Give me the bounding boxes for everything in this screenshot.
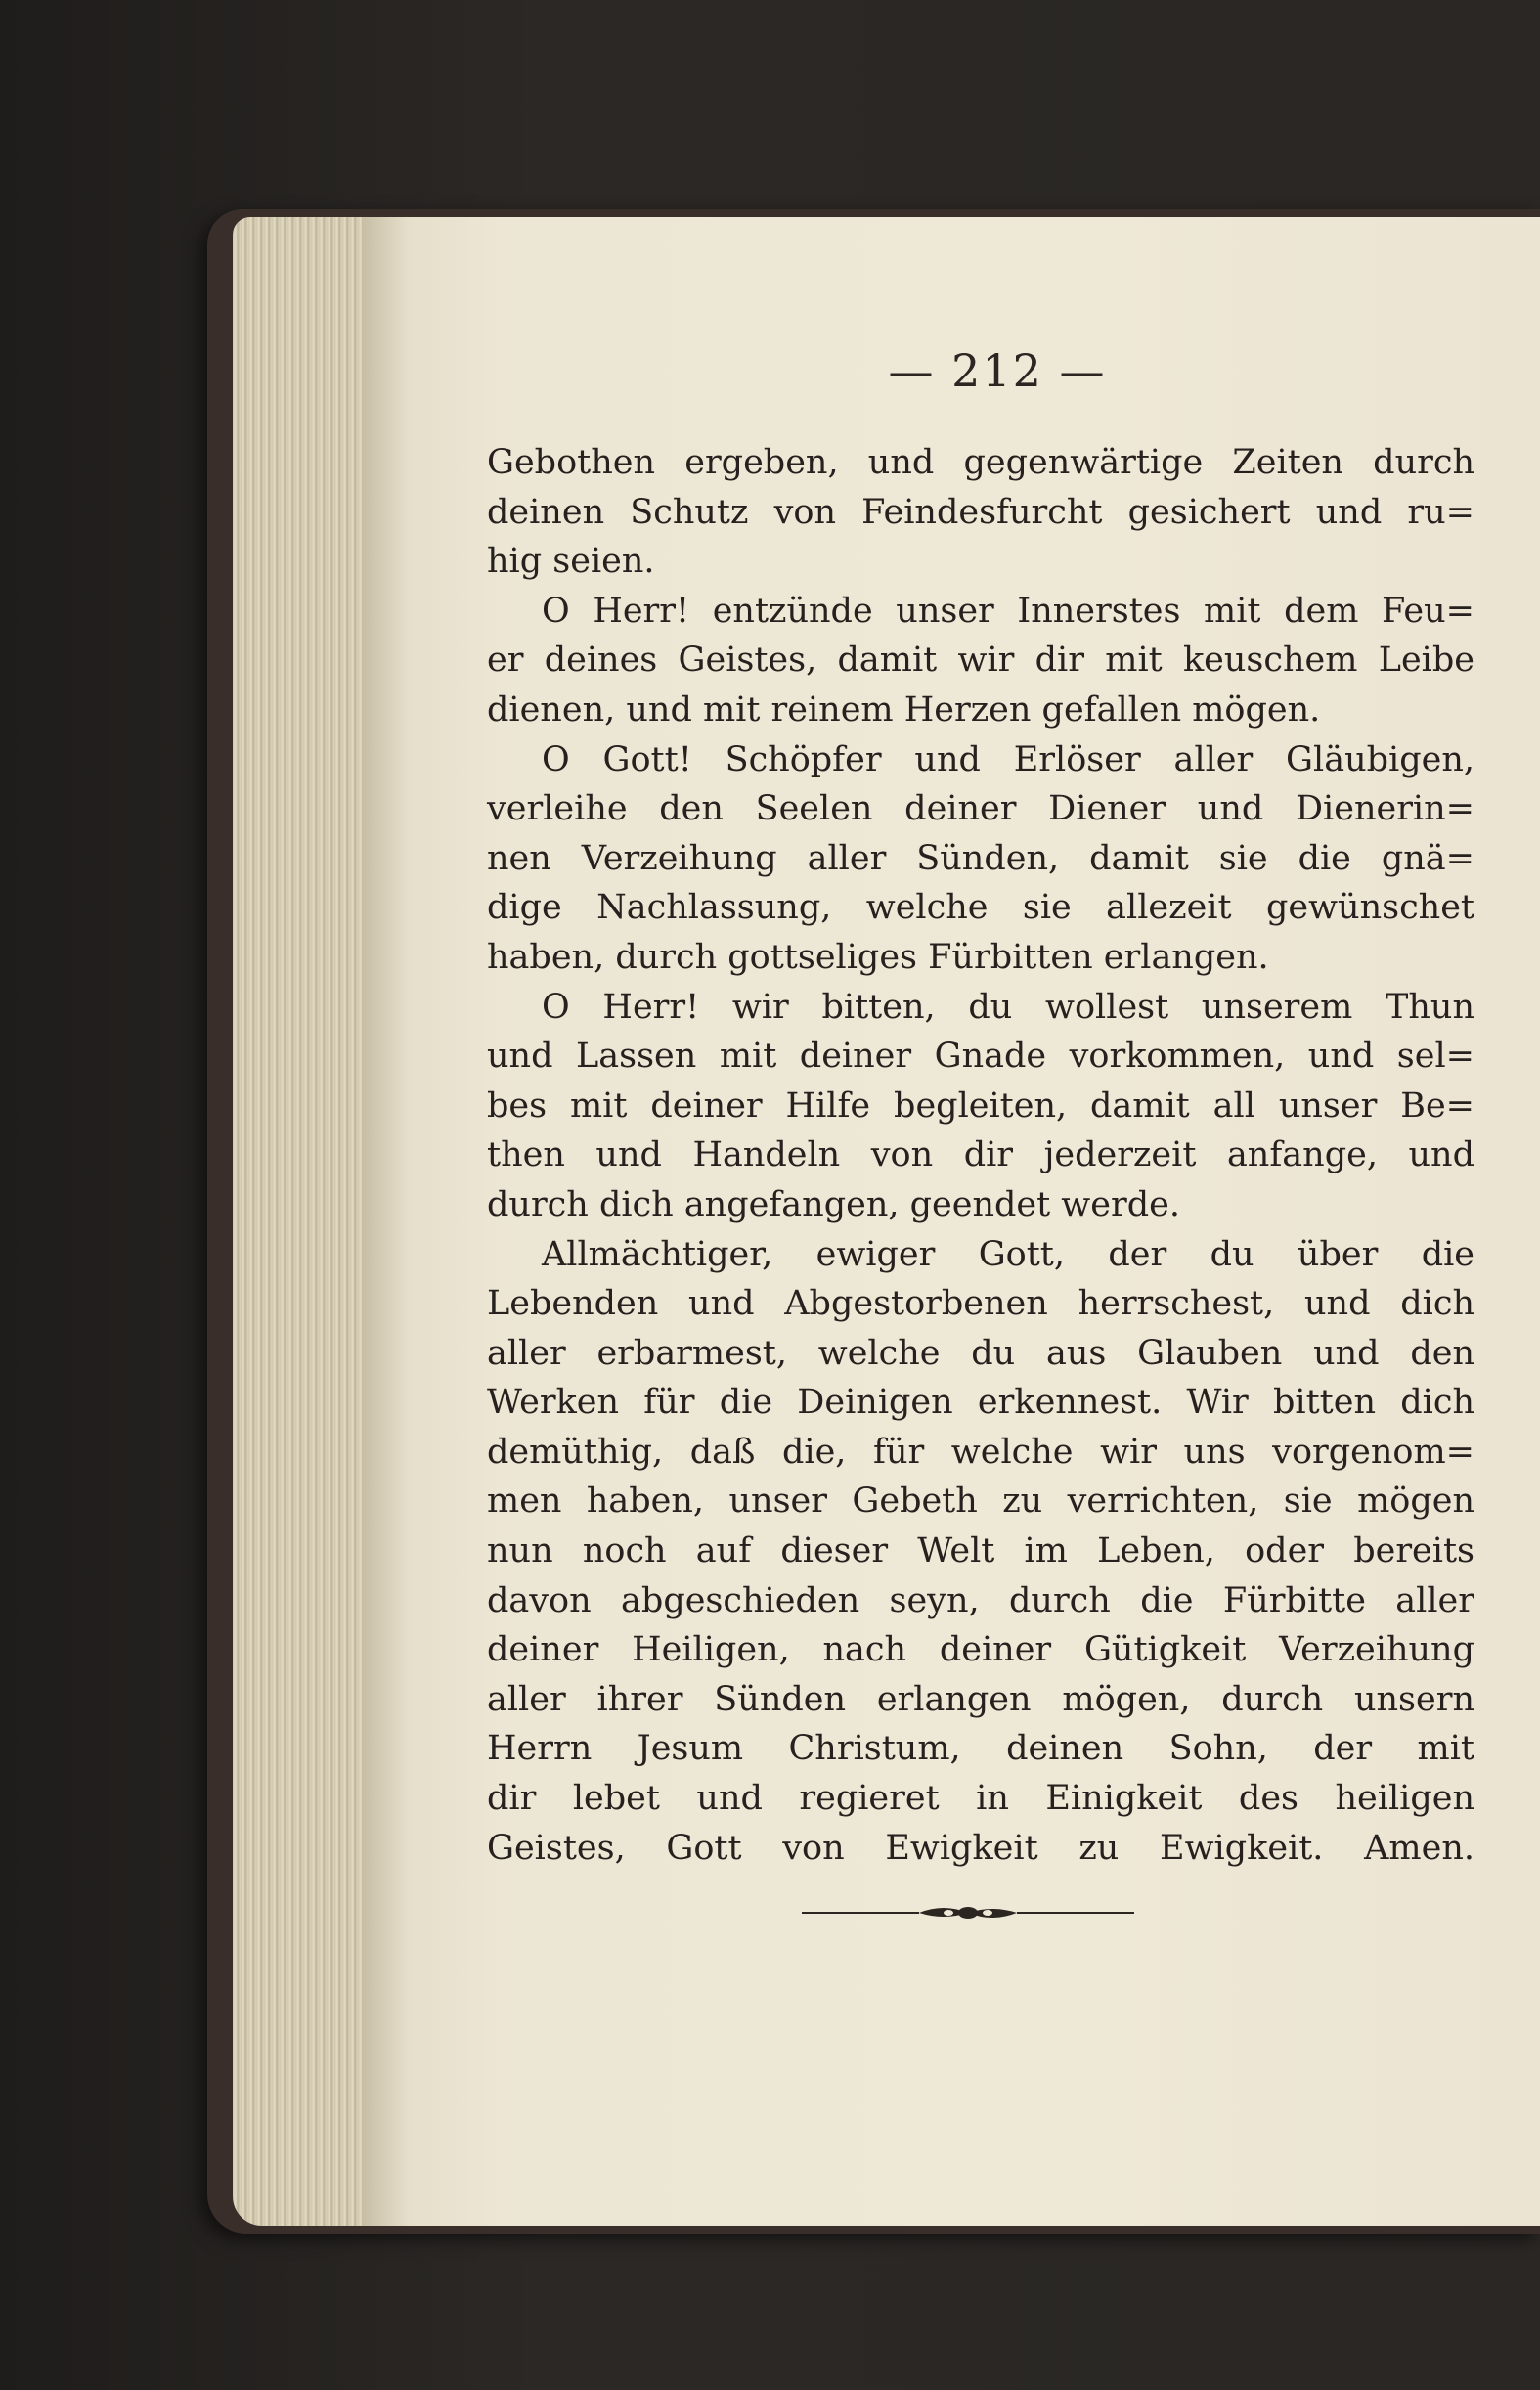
- text-line: haben, durch gottseliges Fürbitten erlangen.: [487, 937, 1269, 977]
- text-line: nen Verzeihung aller Sünden, damit sie die gnä=: [487, 838, 1474, 878]
- text-line: Herrn Jesum Christum, deinen Sohn, der mit: [487, 1729, 1474, 1769]
- text-line: davon abgeschieden seyn, durch die Fürbitte aller: [487, 1580, 1474, 1620]
- text-line: then und Handeln von dir jederzeit anfange, und: [487, 1135, 1474, 1175]
- ornament-divider: [802, 1901, 1134, 1925]
- text-line: aller ihrer Sünden erlangen mögen, durch unsern: [487, 1679, 1474, 1719]
- text-line: O Herr! entzünde unser Innerstes mit dem Feu=: [542, 591, 1474, 631]
- text-line: verleihe den Seelen deiner Diener und Dienerin=: [487, 789, 1474, 829]
- text-line: deinen Schutz von Feindesfurcht gesichert und ru=: [487, 492, 1474, 532]
- text-line: Geistes, Gott von Ewigkeit zu Ewigkeit. Amen.: [487, 1828, 1474, 1868]
- page-number: — 212 —: [888, 344, 1107, 397]
- text-line: aller erbarmest, welche du aus Glauben und den: [487, 1333, 1474, 1373]
- text-line: dige Nachlassung, welche sie allezeit gewünschet: [487, 888, 1474, 928]
- text-line: deiner Heiligen, nach deiner Gütigkeit Verzeihung: [487, 1630, 1474, 1670]
- text-line: durch dich angefangen, geendet werde.: [487, 1184, 1180, 1224]
- text-line: bes mit deiner Hilfe begleiten, damit all unser Be=: [487, 1085, 1474, 1126]
- text-line: Lebenden und Abgestorbenen herrschest, und dich: [487, 1284, 1474, 1324]
- text-line: nun noch auf dieser Welt im Leben, oder bereits: [487, 1531, 1474, 1571]
- text-line: und Lassen mit deiner Gnade vorkommen, und sel=: [487, 1037, 1474, 1077]
- prayer-text: [487, 438, 1474, 1873]
- text-line: dienen, und mit reinem Herzen gefallen mögen.: [487, 689, 1321, 730]
- text-line: Werken für die Deinigen erkennest. Wir bitten dich: [487, 1383, 1474, 1423]
- text-line: O Gott! Schöpfer und Erlöser aller Gläubigen,: [542, 739, 1474, 779]
- text-line: demüthig, daß die, für welche wir uns vorgenom=: [487, 1432, 1474, 1472]
- text-line: O Herr! wir bitten, du wollest unserem Thun: [542, 987, 1474, 1027]
- page-edges: [233, 217, 370, 2226]
- text-line: hig seien.: [487, 542, 655, 582]
- text-line: dir lebet und regieret in Einigkeit des heiligen: [487, 1779, 1474, 1819]
- text-line: Gebothen ergeben, und gegenwärtige Zeiten durch: [487, 443, 1474, 482]
- text-line: er deines Geistes, damit wir dir mit keuschem Leibe: [487, 641, 1474, 681]
- text-line: men haben, unser Gebeth zu verrichten, sie mögen: [487, 1482, 1474, 1522]
- text-line: Allmächtiger, ewiger Gott, der du über die: [542, 1234, 1474, 1274]
